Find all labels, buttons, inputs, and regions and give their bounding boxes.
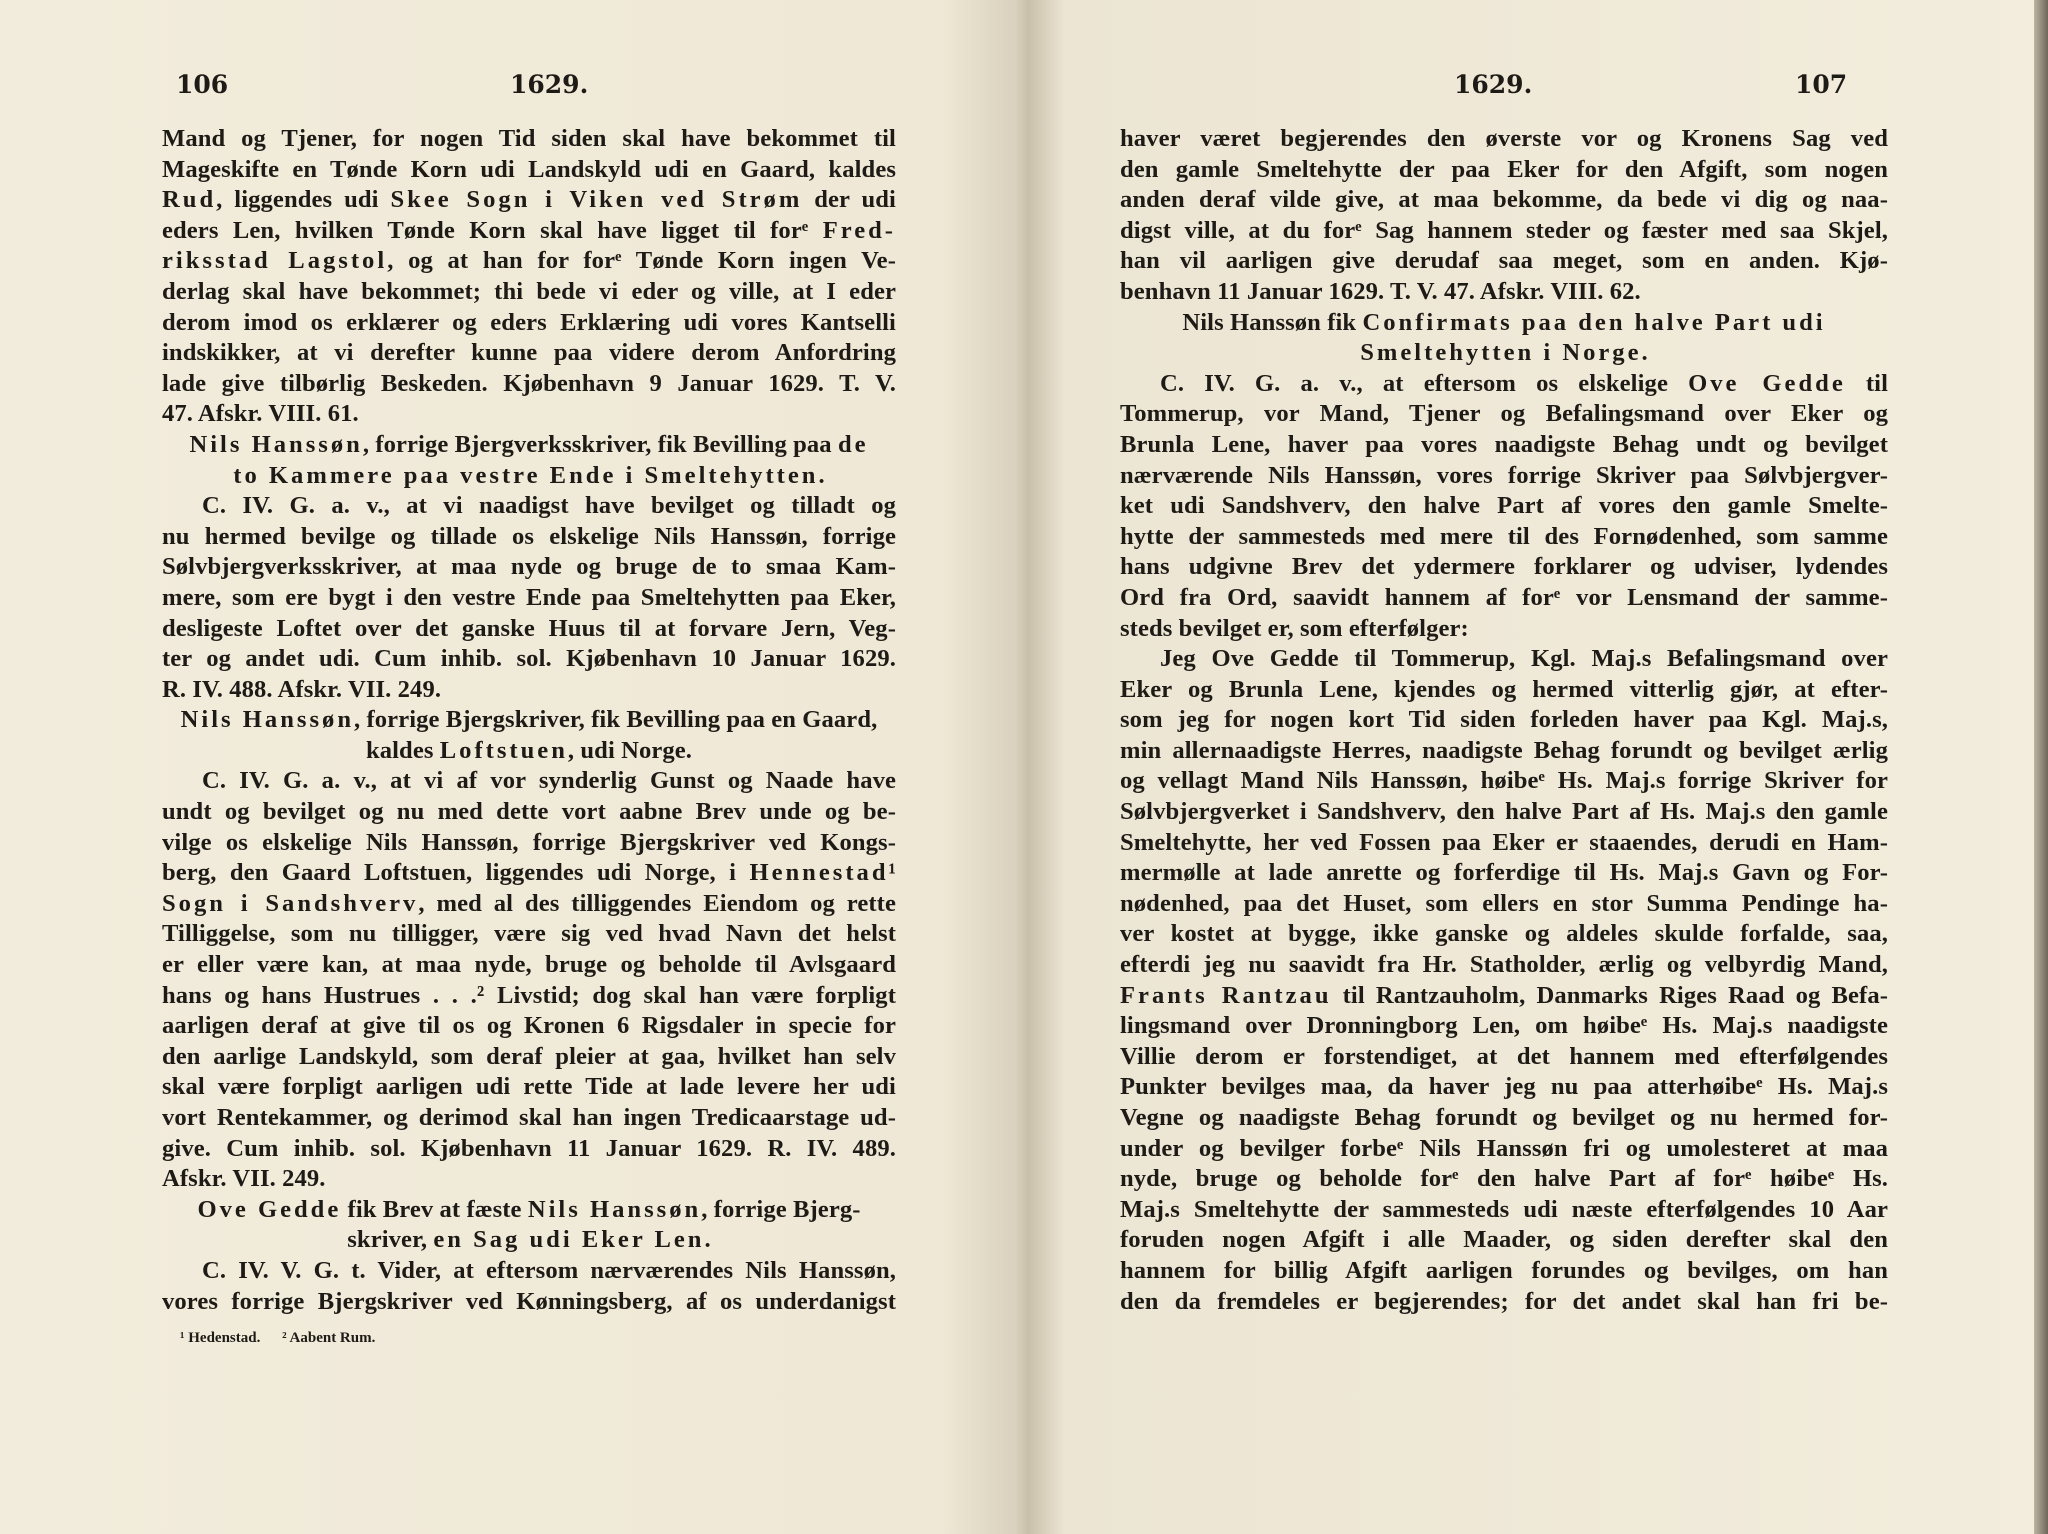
text-line: nødenhed, paa det Huset, som ellers en stor Summa Pendinge ha- — [1120, 889, 1888, 917]
text-line: hans og hans Hustrues . . .² Livstid; dog skal han være forpligt — [162, 981, 896, 1009]
text-line: han vil aarligen give derudaf saa meget, som en anden. Kjø- — [1120, 247, 1888, 275]
text-line: R. IV. 488. Afskr. VII. 249. — [162, 675, 442, 703]
text-line: Eker og Brunla Lene, kjendes og hermed vitterlig gjør, at efter- — [1120, 675, 1888, 703]
text-line: under og bevilger forbeᵉ Nils Hanssøn fri og umolesteret at maa — [1120, 1134, 1888, 1162]
text-line: hannem for billig Afgift aarligen forundes og bevilges, om han — [1120, 1256, 1888, 1284]
text-line: C. IV. V. G. t. Vider, at eftersom nærværendes Nils Hanssøn, — [202, 1256, 896, 1284]
text-line: nyde, bruge og beholde forᵉ den halve Part af forᵉ høibeᵉ Hs. — [1120, 1165, 1888, 1193]
text-line: Punkter bevilges maa, da haver jeg nu paa atterhøibeᵉ Hs. Maj.s — [1120, 1073, 1888, 1101]
text-line: nu hermed bevilge og tillade os elskelige Nils Hanssøn, forrige — [162, 522, 896, 550]
text-line: mere, som ere bygt i den vestre Ende paa Smeltehytten paa Eker, — [162, 583, 896, 611]
text-line: 47. Afskr. VIII. 61. — [162, 400, 359, 428]
text-line: berg, den Gaard Loftstuen, liggendes udi Norge, i Hennestad¹ — [162, 859, 896, 887]
text-line: aarligen deraf at give til os og Kronen 6 Rigsdaler in specie for — [162, 1012, 896, 1040]
text-line: C. IV. G. a. v., at vi af vor synderlig Gunst og Naade have — [202, 767, 896, 795]
text-line: den aarlige Landskyld, som deraf pleier at gaa, hvilket han selv — [162, 1042, 896, 1070]
text-line: haver været begjerendes den øverste vor og Kronens Sag ved — [1120, 125, 1888, 152]
running-head-year-left: 1629. — [510, 70, 589, 99]
text-line: Brunla Lene, haver paa vores naadigste Behag undt og bevilget — [1120, 430, 1888, 458]
text-line: desligeste Loftet over det ganske Huus til at forvare Jern, Veg- — [162, 614, 896, 642]
text-line: Tilliggelse, som nu tilligger, være sig ved hvad Navn det helst — [162, 920, 896, 948]
text-line: lingsmand over Dronningborg Len, om høibeᵉ Hs. Maj.s naadigste — [1120, 1012, 1888, 1040]
text-line: Nils Hanssøn, forrige Bjergskriver, fik Bevilling paa en Gaard, — [180, 706, 878, 734]
text-line: hans udgivne Brev det ydermere forklarer og udviser, lydendes — [1120, 553, 1888, 581]
running-head-year-right: 1629. — [1454, 70, 1533, 99]
text-line: derlag skal have bekommet; thi bede vi eder og ville, at I eder — [162, 277, 896, 305]
text-line: Vegne og naadigste Behag forundt og bevilget og nu hermed for- — [1120, 1104, 1888, 1131]
text-line: Mand og Tjener, for nogen Tid siden skal have bekommet til — [162, 125, 896, 152]
text-line: som jeg for nogen kort Tid siden forleden haver paa Kgl. Maj.s, — [1120, 706, 1888, 734]
text-line: den gamle Smeltehytte der paa Eker for den Afgift, som nogen — [1120, 155, 1888, 183]
text-line: nærværende Nils Hanssøn, vores forrige Skriver paa Sølvbjergver- — [1120, 461, 1888, 489]
text-line: Jeg Ove Gedde til Tommerup, Kgl. Maj.s Befalingsmand over — [1160, 645, 1888, 673]
text-line: eders Len, hvilken Tønde Korn skal have ligget til forᵉ Fred- — [162, 216, 896, 244]
text-line: Villie derom er forstendiget, at det hannem med efterfølgendes — [1120, 1042, 1888, 1070]
text-line: hytte der sammesteds med mere til des Fornødenhed, som samme — [1120, 522, 1888, 550]
text-line: indskikker, at vi derefter kunne paa videre derom Anfordring — [162, 339, 896, 367]
text-line: den da fremdeles er begjerendes; for det andet skal han fri be- — [1120, 1287, 1888, 1315]
text-line: Sølvbjergverksskriver, at maa nyde og bruge de to smaa Kam- — [162, 553, 896, 581]
text-line: ket udi Sandshverv, den halve Part af vores den gamle Smelte- — [1120, 492, 1888, 520]
text-line: Sølvbjergverket i Sandshverv, den halve Part af Hs. Maj.s den gamle — [1120, 798, 1888, 826]
text-line: og vellagt Mand Nils Hanssøn, høibeᵉ Hs. Maj.s forrige Skriver for — [1120, 767, 1888, 795]
text-line: skriver, en Sag udi Eker Len. — [347, 1226, 711, 1254]
left-page-text — [162, 124, 896, 1317]
text-line: Smeltehytten i Norge. — [1360, 339, 1648, 367]
text-line: Afskr. VII. 249. — [162, 1165, 326, 1193]
left-page — [0, 0, 1010, 1534]
page-number-right: 107 — [1795, 70, 1848, 99]
text-line: kaldes Loftstuen, udi Norge. — [365, 736, 693, 764]
text-line: Rud, liggendes udi Skee Sogn i Viken ved Strøm der udi — [162, 186, 896, 214]
text-line: vilge os elskelige Nils Hanssøn, forrige Bjergskriver ved Kongs- — [162, 828, 896, 856]
right-page — [1030, 0, 2030, 1534]
text-line: undt og bevilget og nu med dette vort aabne Brev unde og be- — [162, 798, 896, 826]
text-line: give. Cum inhib. sol. Kjøbenhavn 11 Januar 1629. R. IV. 489. — [162, 1134, 896, 1162]
text-line: benhavn 11 Januar 1629. T. V. 47. Afskr. VIII. 62. — [1120, 277, 1641, 305]
text-line: vort Rentekammer, og derimod skal han ingen Tredicaarstage ud- — [162, 1104, 896, 1131]
text-line: C. IV. G. a. v., at eftersom os elskelige Ove Gedde til — [1160, 369, 1889, 397]
footnote-2: ² Aabent Rum. — [282, 1330, 376, 1346]
text-line: Nils Hanssøn, forrige Bjergverksskriver, fik Bevilling paa de — [189, 430, 869, 458]
text-line: Ord fra Ord, saavidt hannem af forᵉ vor Lensmand der samme- — [1120, 583, 1888, 611]
text-line: Nils Hanssøn fik Confirmats paa den halve Part udi — [1182, 308, 1826, 336]
text-line: to Kammere paa vestre Ende i Smeltehytten. — [233, 461, 825, 489]
text-line: mermølle at lade anrette og forferdige til Hs. Maj.s Gavn og For- — [1120, 859, 1888, 887]
text-line: Sogn i Sandshverv, med al des tilliggendes Eiendom og rette — [162, 889, 896, 917]
text-line: Mageskifte en Tønde Korn udi Landskyld udi en Gaard, kaldes — [162, 155, 896, 183]
text-line: Smeltehytte, her ved Fossen paa Eker er staaendes, derudi en Ham- — [1120, 828, 1888, 856]
text-line: Ove Gedde fik Brev at fæste Nils Hanssøn, forrige Bjerg- — [197, 1195, 861, 1223]
footnotes — [180, 1330, 393, 1347]
book-edge-shadow — [2034, 0, 2048, 1534]
text-line: efterdi jeg nu saavidt fra Hr. Statholder, ærlig og velbyrdig Mand, — [1120, 951, 1888, 979]
text-line: derom imod os erklærer og eders Erklæring udi vores Kantselli — [162, 308, 896, 336]
right-page-text — [1120, 124, 1888, 1317]
text-line: ver kostet at bygge, ikke ganske og aldeles skulde forfalde, saa, — [1120, 920, 1888, 948]
text-line: Frants Rantzau til Rantzauholm, Danmarks Riges Raad og Befa- — [1120, 981, 1889, 1009]
text-line: vores forrige Bjergskriver ved Kønningsberg, af os underdanigst — [162, 1287, 896, 1315]
page-number-left: 106 — [176, 70, 229, 99]
footnote-1: ¹ Hedenstad. — [180, 1330, 261, 1346]
text-line: foruden nogen Afgift i alle Maader, og siden derefter skal den — [1120, 1226, 1888, 1254]
text-line: min allernaadigste Herres, naadigste Behag forundt og bevilget ærlig — [1120, 736, 1888, 764]
text-line: Tommerup, vor Mand, Tjener og Befalingsmand over Eker og — [1120, 400, 1888, 428]
text-line: skal være forpligt aarligen udi rette Tide at lade levere her udi — [162, 1073, 896, 1101]
text-line: digst ville, at du forᵉ Sag hannem steder og fæster med saa Skjel, — [1120, 216, 1888, 244]
text-line: Maj.s Smeltehytte der sammesteds udi næste efterfølgendes 10 Aar — [1120, 1195, 1888, 1223]
text-line: C. IV. G. a. v., at vi naadigst have bevilget og tilladt og — [202, 492, 896, 520]
text-line: anden deraf vilde give, at maa bekomme, da bede vi dig og naa- — [1120, 186, 1888, 214]
text-line: steds bevilget er, som efterfølger: — [1120, 614, 1469, 642]
text-line: riksstad Lagstol, og at han for forᵉ Tønde Korn ingen Ve- — [162, 247, 896, 275]
text-line: lade give tilbørlig Beskeden. Kjøbenhavn 9 Januar 1629. T. V. — [162, 369, 896, 397]
text-line: ter og andet udi. Cum inhib. sol. Kjøbenhavn 10 Januar 1629. — [162, 645, 896, 673]
text-line: er eller være kan, at maa nyde, bruge og beholde til Avlsgaard — [162, 951, 896, 979]
